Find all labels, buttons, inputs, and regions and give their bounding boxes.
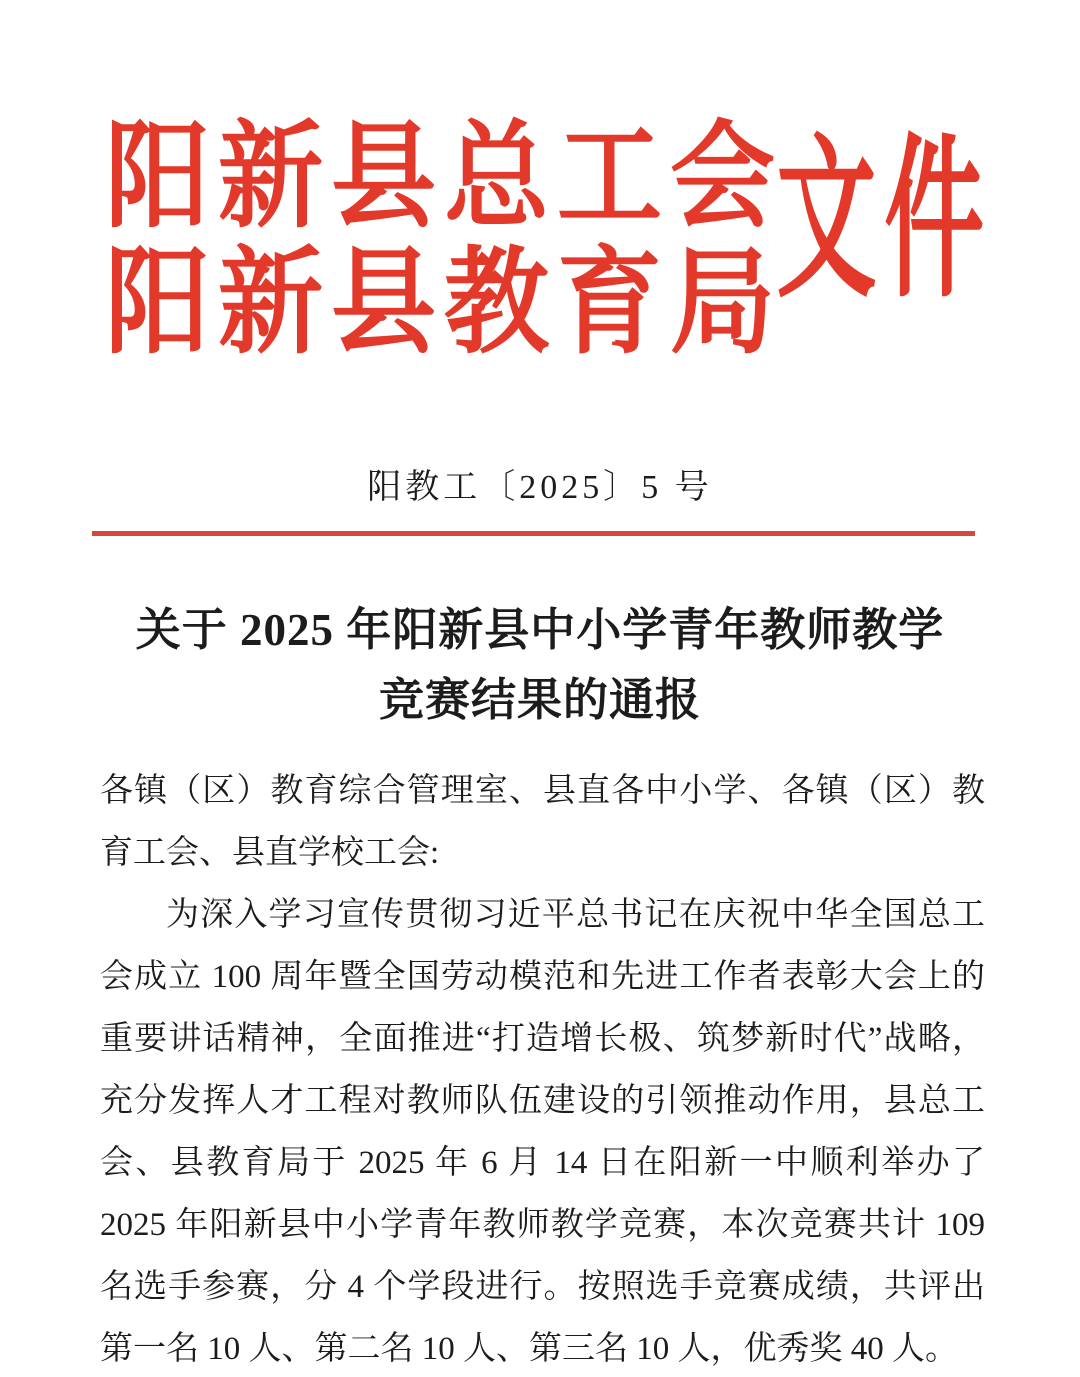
- document-body: [100, 760, 985, 1377]
- recipients-line: 各镇（区）教育综合管理室、县直各中小学、各镇（区）教育工会、县直学校工会:: [100, 773, 985, 871]
- document-type-label: 文件: [776, 124, 992, 318]
- agency-name-education-bureau: 阳新县教育局: [105, 238, 784, 368]
- body-paragraph: 为深入学习宣传贯彻习近平总书记在庆祝中华全国总工会成立 100 周年暨全国劳动模范和先进工作者表彰大会上的重要讲话精神，全面推进“打造增长极、筑梦新时代”战略，充分发挥人才工程对教师队伍建设的引领推动作用，县总工会、县教育局于 2025 年 6 月 14 日在阳新一中顺利举办了 2025 年阳新县中小学青年教师教学竞赛，本次竞赛共计 109 名选手参赛，分 4 个学段进行。按照选手竞赛成绩，共评出第一名 10 人、第二名 10 人、第三名 10 人，优秀奖 40 人。: [100, 897, 985, 1367]
- letterhead: [105, 108, 992, 373]
- document-title: [0, 595, 1080, 735]
- document-title-line-2: 竞赛结果的通报: [378, 675, 701, 725]
- red-divider-line: [92, 531, 975, 536]
- document-reference-number: 阳教工〔2025〕5 号: [367, 469, 713, 506]
- issuing-agencies: [105, 108, 784, 368]
- agency-name-federation-of-trade-unions: 阳新县总工会: [105, 112, 784, 242]
- document-title-line-1: 关于 2025 年阳新县中小学青年教师教学: [135, 605, 945, 655]
